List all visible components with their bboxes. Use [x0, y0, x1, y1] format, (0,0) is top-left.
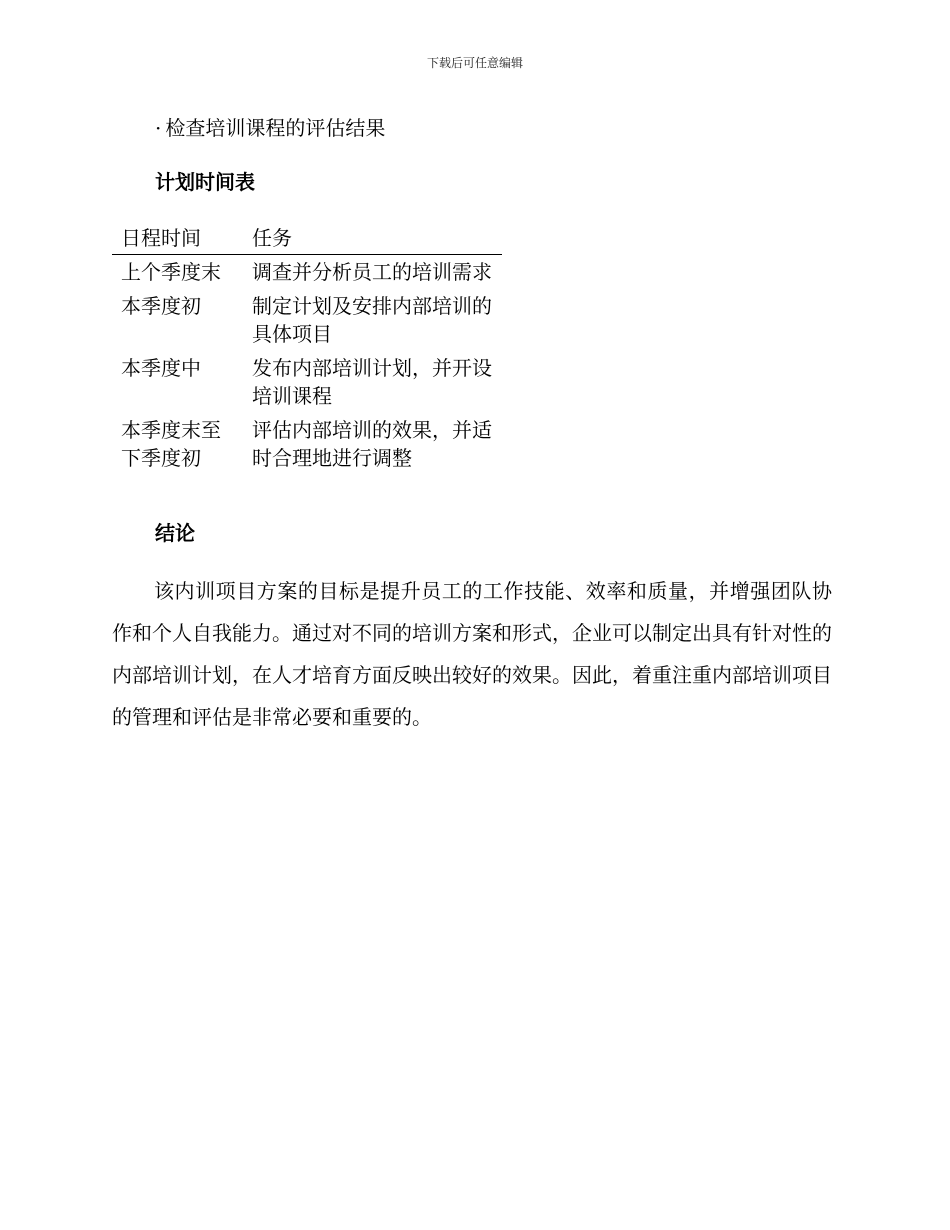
column-header-time: 日程时间 — [112, 222, 243, 255]
conclusion-heading: 结论 — [155, 521, 195, 545]
bullet-text: 检查培训课程的评估结果 — [165, 116, 386, 140]
cell-task: 制定计划及安排内部培训的具体项目 — [252, 294, 493, 346]
cell-time-text: 本季度末至下季度初 — [121, 418, 221, 470]
cell-time — [112, 413, 243, 475]
table-row — [112, 255, 502, 290]
cell-time: 本季度初 — [121, 294, 201, 318]
page-header-note: 下载后可任意编辑 — [426, 56, 523, 70]
table-row — [112, 351, 502, 413]
conclusion-paragraph: 该内训项目方案的目标是提升员工的工作技能、效率和质量，并增强团队协作和个人自我能力。通过对不同的培训方案和形式，企业可以制定出具有针对性的内部培训计划，在人才培育方面反映出较好的效果。因此，着重注重内部培训项目的管理和评估是非常必要和重要的。 — [112, 579, 832, 729]
bullet-item — [155, 114, 385, 142]
schedule-table — [112, 222, 502, 475]
bullet-marker: · — [155, 116, 162, 140]
cell-time: 上个季度末 — [121, 260, 221, 284]
cell-task: 调查并分析员工的培训需求 — [252, 260, 493, 284]
cell-time: 本季度中 — [121, 356, 201, 380]
cell-task: 评估内部培训的效果，并适时合理地进行调整 — [252, 418, 493, 470]
cell-task: 发布内部培训计划，并开设培训课程 — [252, 356, 493, 408]
column-header-task: 任务 — [243, 222, 502, 255]
table-row — [112, 413, 502, 475]
table-row — [112, 289, 502, 351]
table-header-row — [112, 222, 502, 255]
schedule-heading: 计划时间表 — [155, 170, 255, 194]
